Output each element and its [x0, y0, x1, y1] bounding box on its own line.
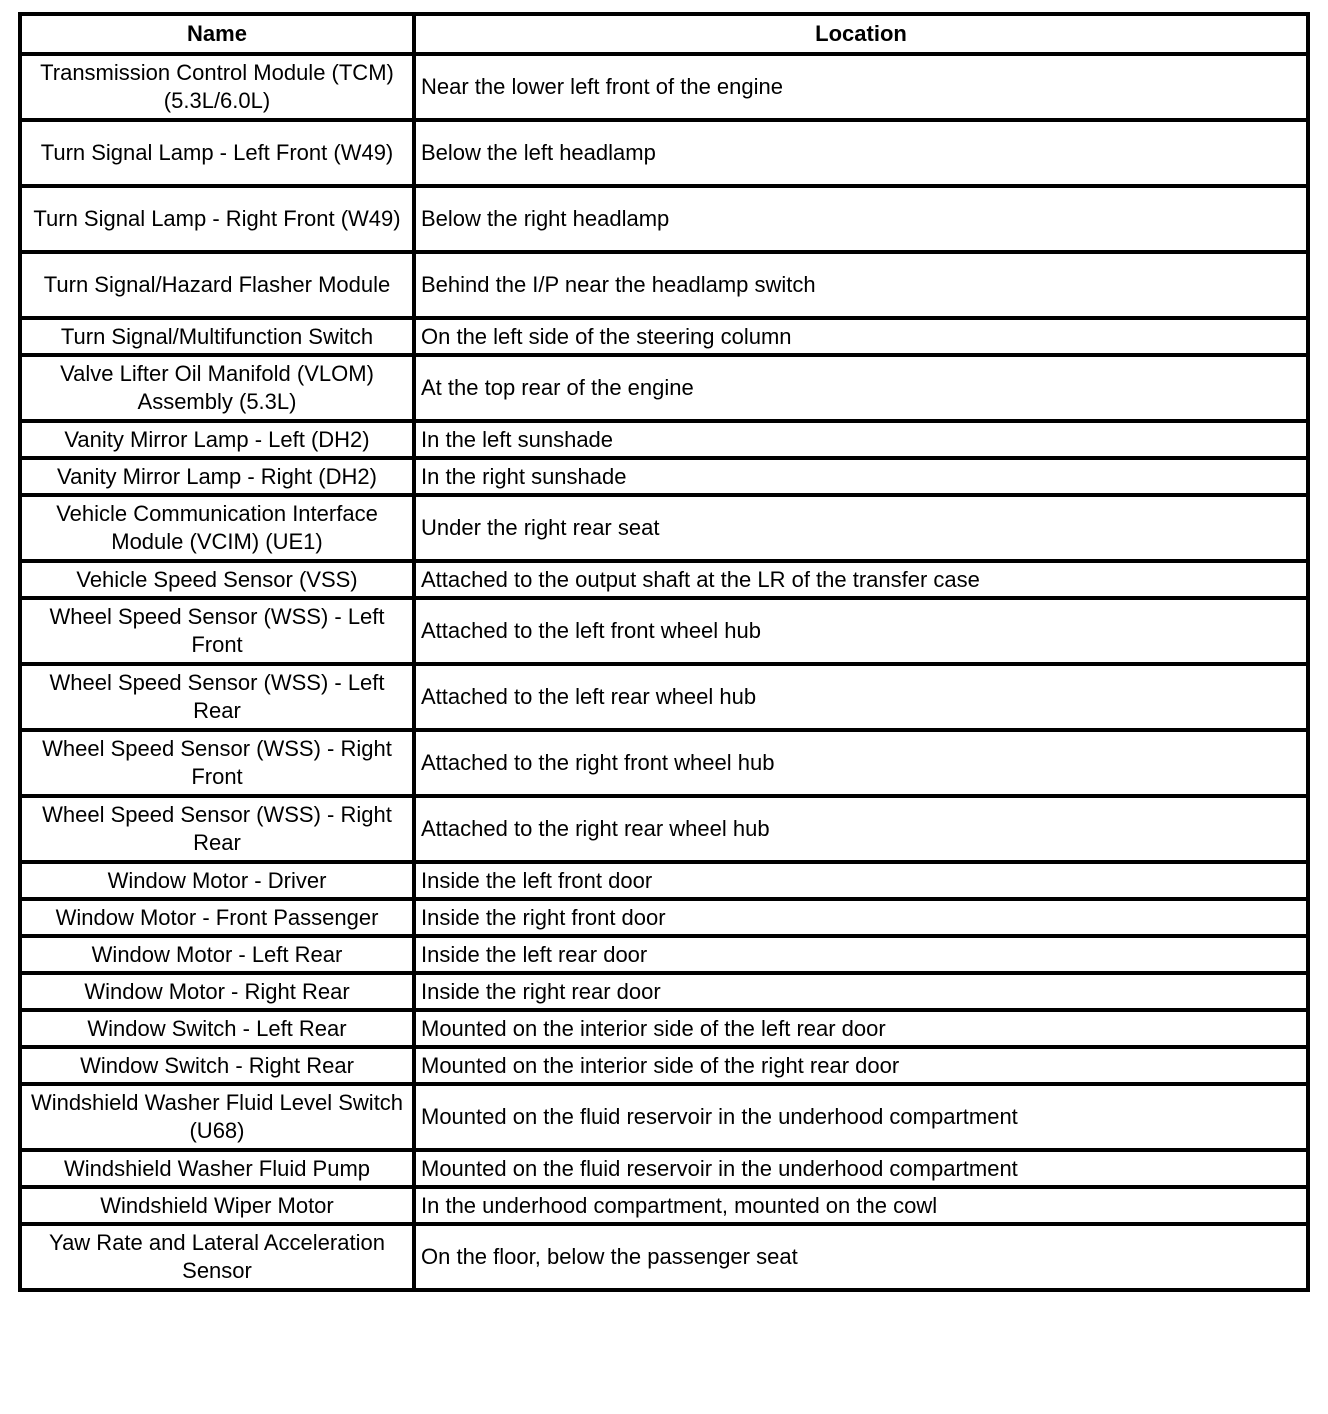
component-name-cell: Windshield Wiper Motor	[20, 1187, 414, 1224]
column-header-location: Location	[414, 14, 1308, 54]
table-row	[20, 1047, 1308, 1084]
table-row	[20, 186, 1308, 252]
table-row	[20, 561, 1308, 598]
table-body	[20, 54, 1308, 1290]
table-row	[20, 598, 1308, 664]
component-name-cell: Vanity Mirror Lamp - Left (DH2)	[20, 421, 414, 458]
component-name-cell: Window Switch - Left Rear	[20, 1010, 414, 1047]
component-name-cell: Turn Signal/Multifunction Switch	[20, 318, 414, 355]
table-row	[20, 1150, 1308, 1187]
component-name-cell: Wheel Speed Sensor (WSS) - Left Rear	[20, 664, 414, 730]
component-location-cell: Attached to the left front wheel hub	[414, 598, 1308, 664]
table-row	[20, 54, 1308, 120]
component-location-table	[18, 12, 1310, 1292]
table-row	[20, 495, 1308, 561]
column-header-name: Name	[20, 14, 414, 54]
component-location-cell: Inside the left front door	[414, 862, 1308, 899]
component-name-cell: Yaw Rate and Lateral Acceleration Sensor	[20, 1224, 414, 1290]
component-location-cell: Attached to the output shaft at the LR of the transfer case	[414, 561, 1308, 598]
component-name-cell: Vehicle Communication Interface Module (VCIM) (UE1)	[20, 495, 414, 561]
component-name-cell: Window Motor - Right Rear	[20, 973, 414, 1010]
table-row	[20, 862, 1308, 899]
component-name-cell: Vanity Mirror Lamp - Right (DH2)	[20, 458, 414, 495]
component-name-cell: Window Motor - Front Passenger	[20, 899, 414, 936]
table-row	[20, 252, 1308, 318]
table-row	[20, 899, 1308, 936]
table-row	[20, 973, 1308, 1010]
table-row	[20, 1084, 1308, 1150]
component-location-cell: Mounted on the interior side of the right rear door	[414, 1047, 1308, 1084]
component-location-cell: Attached to the left rear wheel hub	[414, 664, 1308, 730]
component-location-cell: Attached to the right front wheel hub	[414, 730, 1308, 796]
table-row	[20, 1224, 1308, 1290]
component-name-cell: Windshield Washer Fluid Pump	[20, 1150, 414, 1187]
table-row	[20, 664, 1308, 730]
component-location-cell: Mounted on the fluid reservoir in the underhood compartment	[414, 1084, 1308, 1150]
component-name-cell: Wheel Speed Sensor (WSS) - Right Front	[20, 730, 414, 796]
table-row	[20, 796, 1308, 862]
component-name-cell: Vehicle Speed Sensor (VSS)	[20, 561, 414, 598]
component-name-cell: Window Motor - Left Rear	[20, 936, 414, 973]
table-row	[20, 458, 1308, 495]
component-location-cell: Mounted on the fluid reservoir in the underhood compartment	[414, 1150, 1308, 1187]
component-location-cell: Attached to the right rear wheel hub	[414, 796, 1308, 862]
component-name-cell: Window Motor - Driver	[20, 862, 414, 899]
component-location-cell: Below the right headlamp	[414, 186, 1308, 252]
component-name-cell: Windshield Washer Fluid Level Switch (U68)	[20, 1084, 414, 1150]
component-location-cell: Below the left headlamp	[414, 120, 1308, 186]
table-row	[20, 936, 1308, 973]
component-name-cell: Wheel Speed Sensor (WSS) - Right Rear	[20, 796, 414, 862]
component-name-cell: Wheel Speed Sensor (WSS) - Left Front	[20, 598, 414, 664]
header-row	[20, 14, 1308, 54]
component-location-cell: In the right sunshade	[414, 458, 1308, 495]
component-location-cell: Under the right rear seat	[414, 495, 1308, 561]
table-row	[20, 730, 1308, 796]
component-name-cell: Turn Signal Lamp - Right Front (W49)	[20, 186, 414, 252]
table-row	[20, 120, 1308, 186]
table-row	[20, 355, 1308, 421]
table-row	[20, 1187, 1308, 1224]
component-location-cell: On the floor, below the passenger seat	[414, 1224, 1308, 1290]
component-name-cell: Turn Signal Lamp - Left Front (W49)	[20, 120, 414, 186]
component-location-cell: Inside the right rear door	[414, 973, 1308, 1010]
component-location-cell: Behind the I/P near the headlamp switch	[414, 252, 1308, 318]
table-row	[20, 1010, 1308, 1047]
component-location-cell: In the underhood compartment, mounted on the cowl	[414, 1187, 1308, 1224]
component-location-cell: In the left sunshade	[414, 421, 1308, 458]
table-row	[20, 421, 1308, 458]
component-location-cell: At the top rear of the engine	[414, 355, 1308, 421]
component-location-cell: Near the lower left front of the engine	[414, 54, 1308, 120]
component-name-cell: Window Switch - Right Rear	[20, 1047, 414, 1084]
component-name-cell: Valve Lifter Oil Manifold (VLOM) Assembly (5.3L)	[20, 355, 414, 421]
component-name-cell: Turn Signal/Hazard Flasher Module	[20, 252, 414, 318]
table-row	[20, 318, 1308, 355]
component-location-cell: Inside the right front door	[414, 899, 1308, 936]
component-location-cell: On the left side of the steering column	[414, 318, 1308, 355]
component-location-cell: Inside the left rear door	[414, 936, 1308, 973]
component-name-cell: Transmission Control Module (TCM) (5.3L/6.0L)	[20, 54, 414, 120]
component-location-cell: Mounted on the interior side of the left rear door	[414, 1010, 1308, 1047]
